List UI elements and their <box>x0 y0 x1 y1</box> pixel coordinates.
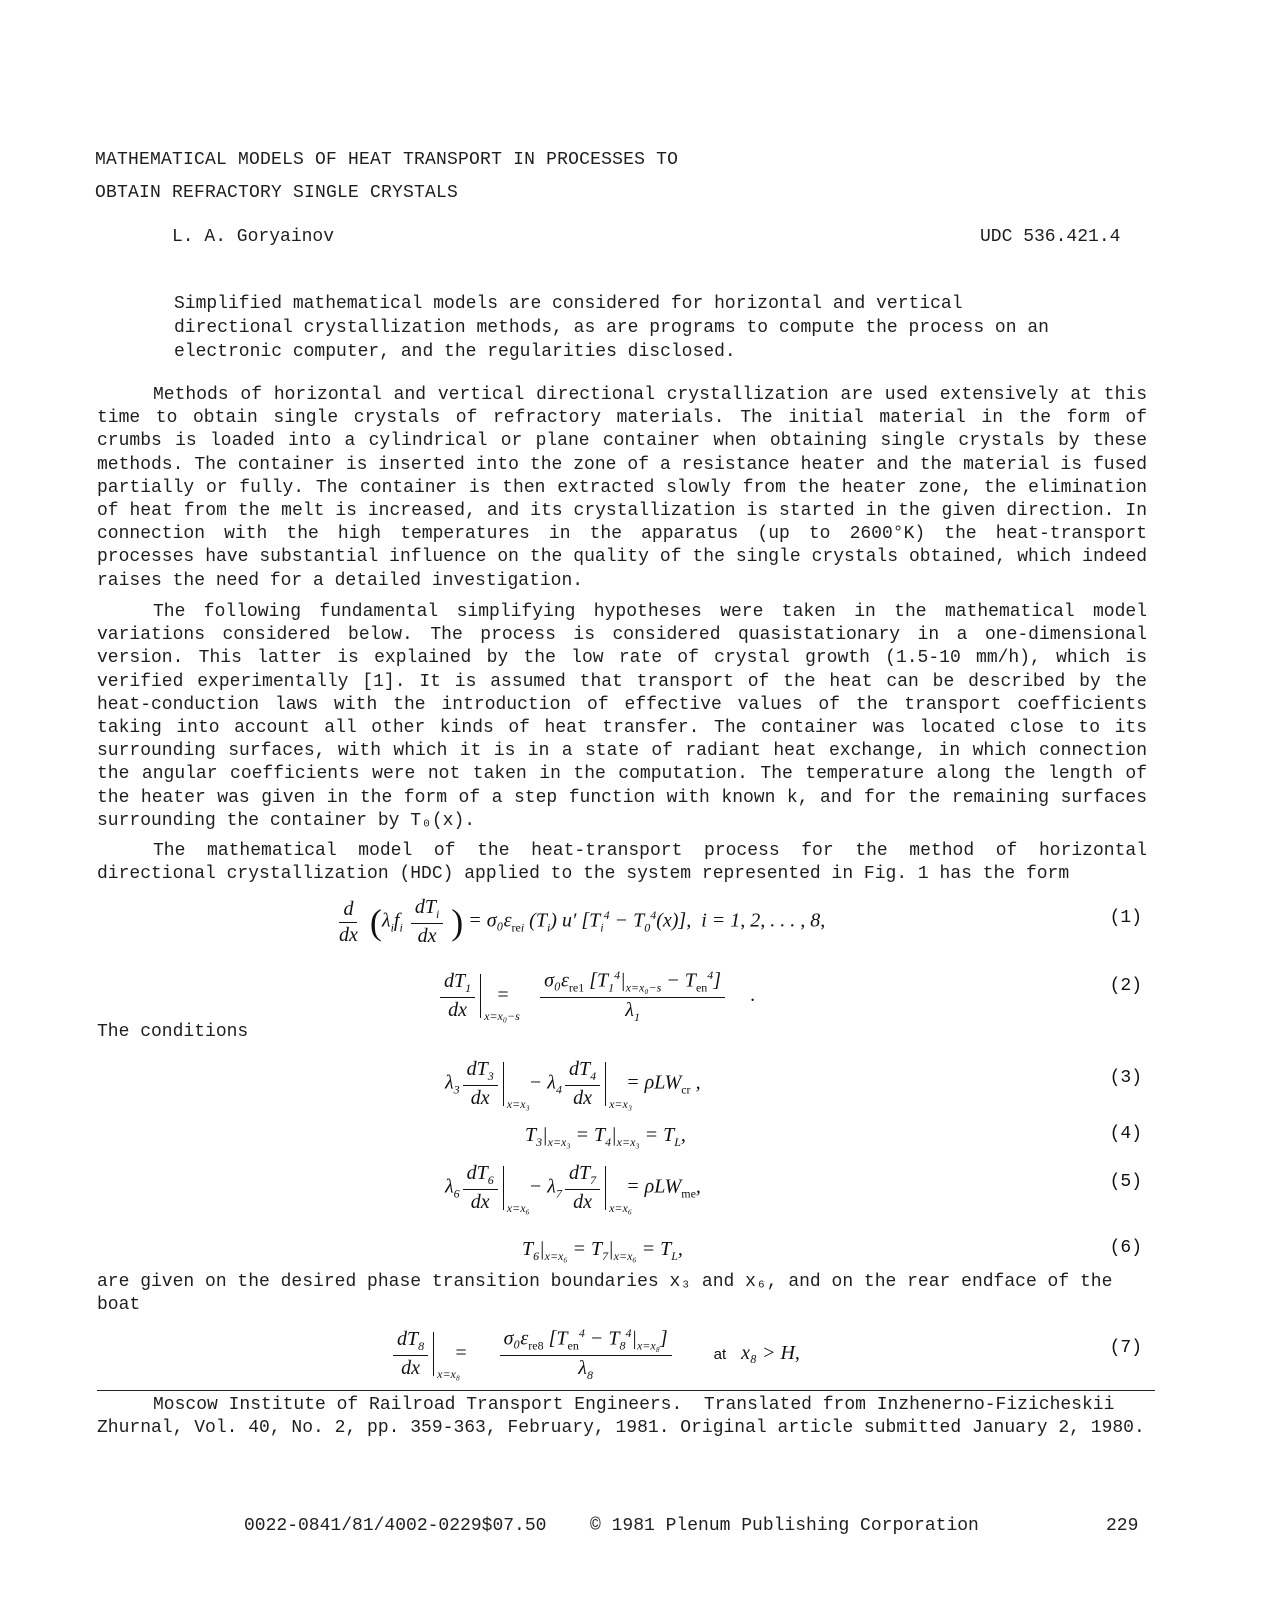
copyright: © 1981 Plenum Publishing Corporation <box>590 1516 979 1536</box>
equation-3-expression: $\lambda_3$ $\frac{dT_3}{dx}$ x=x₃ − $\lambda_4$ $\frac{dT_4}{dx}$ x=x₃ = ρLW$_{cr}$ , <box>445 1058 701 1111</box>
equation-5-expression: $\lambda_6$ $\frac{dT_6}{dx}$ x=x₆ − $\lambda_7$ $\frac{dT_7}{dx}$ x=x₆ = ρLW$_{me}$, <box>445 1162 701 1215</box>
paragraph-4: are given on the desired phase transition boundaries x₃ and x₆, and on the rear endface of the boat <box>97 1272 1113 1315</box>
udc-code: UDC 536.421.4 <box>980 227 1121 247</box>
equation-5 <box>97 1162 1142 1218</box>
equation-3 <box>97 1058 1142 1114</box>
equation-1 <box>97 896 1142 952</box>
equation-2-number: (2) <box>1109 976 1142 996</box>
equation-2-expression: $\frac{dT_1}{dx}$ x=x₀−s = $\frac{\sigma_0\varepsilon_{re1} [T_1^4|_{x=x_0-s} - T_{en}^4]}{\lambda_1}$ . <box>437 968 756 1025</box>
equation-4-expression: $T_3|_{x=x_3} = T_4|_{x=x_3} = T_L$, <box>525 1124 686 1149</box>
equation-4-number: (4) <box>1109 1124 1142 1144</box>
author: L. A. Goryainov <box>172 227 335 247</box>
paragraph-3-text: The mathematical model of the heat-transport process for the method of horizontal directional crystallization (HDC) applied to the system represented in Fig. 1 has the form <box>97 841 1147 885</box>
equation-7 <box>97 1326 1142 1382</box>
title-line-2: OBTAIN REFRACTORY SINGLE CRYSTALS <box>95 183 459 203</box>
equation-6-number: (6) <box>1109 1238 1142 1258</box>
paragraph-2-text: The following fundamental simplifying hypotheses were taken in the mathematical model variations considered below. The process is considered quasistationary in a one-dimensional version. This latter is explained by the low rate of crystal growth (1.5-10 mm/h), which is verified experimentally [1]. It is assumed that transport of the heat can be described by the heat-conduction laws with the introduction of effective values of the transport coefficients taking into account all other kinds of heat transfer. The container was located close to its surrounding surfaces, with which it is in a state of radiant heat exchange, in which connection the angular coefficients were not taken in the computation. The temperature along the length of the heater was given in the form of a step function with known k, and for the remaining surfaces surrounding the container by T₀(x). <box>97 602 1147 831</box>
paragraph-3 <box>97 840 1147 886</box>
equation-5-number: (5) <box>1109 1172 1142 1192</box>
footnote-translated: Translated from Inzhenerno-Fizicheskii Zhurnal, Vol. 40, No. 2, pp. 359-363, February, 1981. Original article submitted January 2, 1980. <box>97 1395 1145 1438</box>
equation-6 <box>97 1238 1142 1268</box>
footnote <box>97 1394 1155 1440</box>
equation-7-condition: x₈ > H, <box>741 1341 800 1364</box>
publication-code: 0022-0841/81/4002-0229$07.50 <box>244 1516 547 1536</box>
equation-1-rhs-paren: (T <box>529 909 547 932</box>
title-line-1: MATHEMATICAL MODELS OF HEAT TRANSPORT IN PROCESSES TO <box>95 150 679 170</box>
paragraph-1 <box>97 384 1147 593</box>
paragraph-2 <box>97 601 1147 833</box>
equation-7-at: at <box>713 1345 727 1363</box>
equation-1-expression: $\frac{d}{dx}$ ($\lambda_if_i$ $\frac{dT_i}{dx}$ ) = $\sigma_0\varepsilon_{rei}$ $(T_i)$ u′ $[T_i^4 - T_0^4(x)]$, i = 1, 2, . . . , 8, <box>339 896 826 947</box>
equation-1-rhs-start: = σ₀ε <box>468 909 512 932</box>
footnote-divider <box>97 1390 1155 1391</box>
equation-1-range: i = 1, 2, . . . , 8, <box>701 909 826 932</box>
paragraph-1-text: Methods of horizontal and vertical directional crystallization are used extensively at this time to obtain single crystals of refractory materials. The initial material in the form of crumbs is loaded into a cylindrical or plane container when obtaining single crystals by these methods. The container is inserted into the zone of a resistance heater and the material is fused partially or fully. The container is then extracted slowly from the heater zone, the elimination of heat from the melt is increased, and its crystallization is started in the given direction. In connection with the high temperatures in the apparatus (up to 2600°K) the heat-transport processes have substantial influence on the quality of the single crystals obtained, which indeed raises the need for a detailed investigation. <box>97 385 1147 591</box>
equation-2 <box>97 968 1142 1024</box>
equation-3-number: (3) <box>1109 1068 1142 1088</box>
equation-6-expression: $T_6|_{x=x_6} = T_7|_{x=x_6} = T_L$, <box>522 1238 683 1263</box>
equation-7-expression: $\frac{dT_8}{dx}$ x=x₈ = $\frac{\sigma_0\varepsilon_{re8} [T_{en}^4 - T_8^4|_{x=x_8}]}{\lambda_8}$ at x₈ > H, <box>390 1326 800 1383</box>
equation-7-number: (7) <box>1109 1338 1142 1358</box>
page-number: 229 <box>1106 1516 1139 1536</box>
footnote-institution: Moscow Institute of Railroad Transport Engineers. <box>153 1395 683 1415</box>
equation-4 <box>97 1124 1142 1154</box>
equation-1-number: (1) <box>1109 908 1142 928</box>
paper-title <box>95 144 678 210</box>
conditions-label: The conditions <box>97 1022 249 1042</box>
abstract: Simplified mathematical models are considered for horizontal and vertical directional crystallization methods, as are programs to compute the process on an electronic computer, and the regularities disclosed. <box>174 294 1049 362</box>
